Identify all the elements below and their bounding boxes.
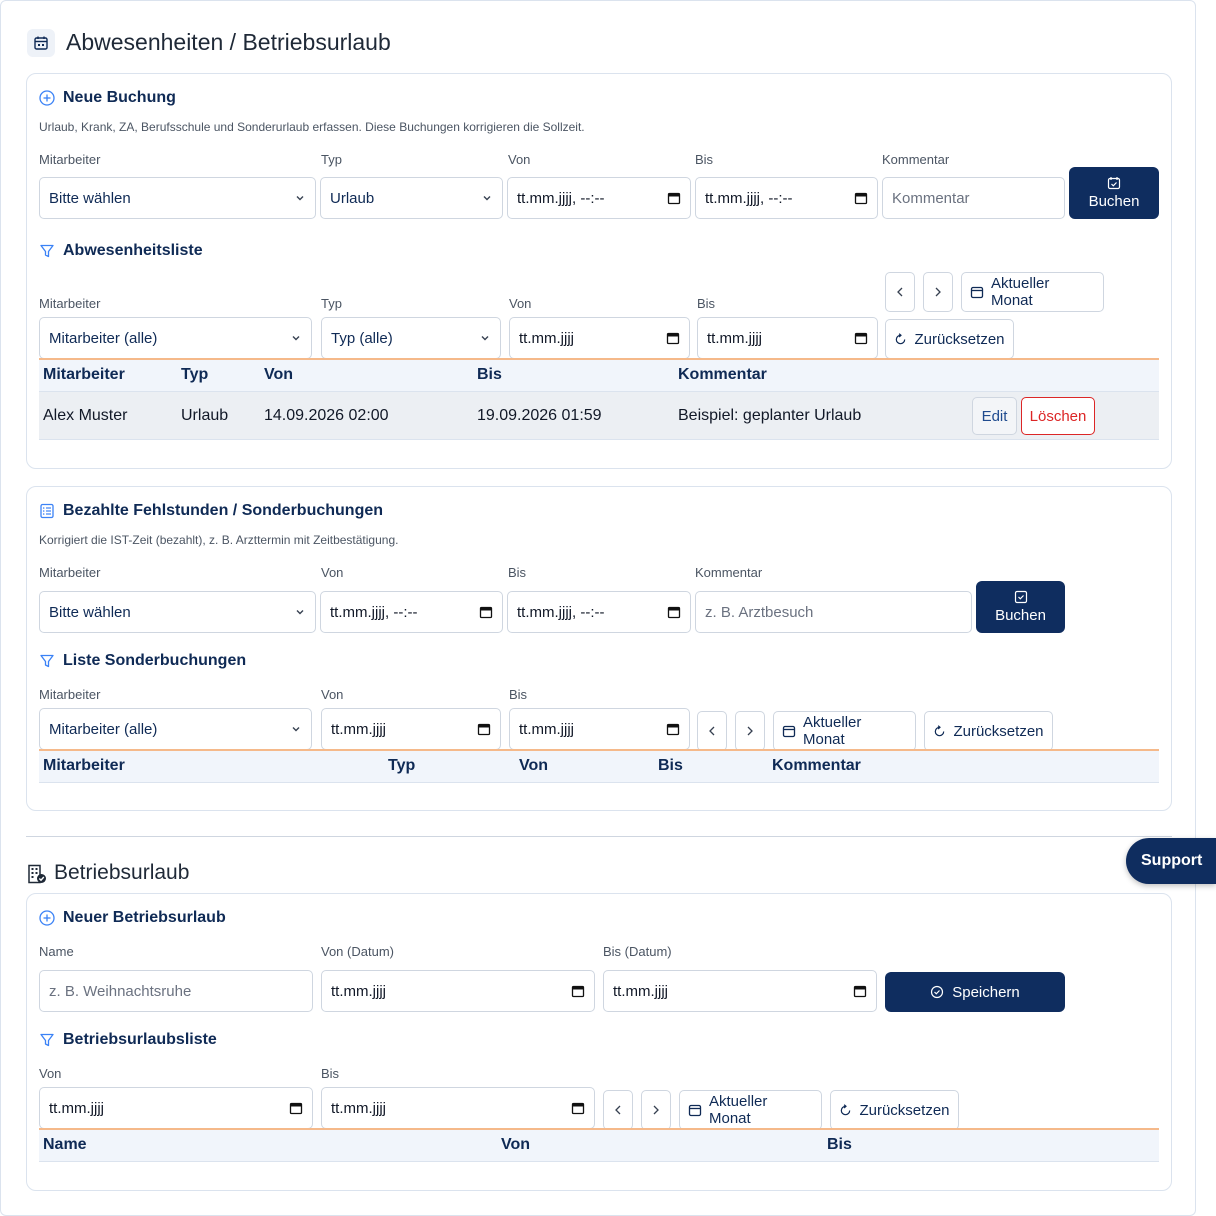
label-to: Bis	[695, 152, 714, 167]
column-header: Mitarbeiter	[43, 757, 125, 774]
type-filter-select[interactable]	[321, 317, 501, 359]
type-filter-value: Typ (alle)	[331, 329, 393, 347]
label-employee: Mitarbeiter	[39, 152, 101, 167]
next-month-button[interactable]	[735, 711, 765, 751]
save-button-label: Speichern	[952, 983, 1020, 1001]
absence-table-header	[39, 358, 1159, 392]
label-to-date: Bis (Datum)	[603, 944, 672, 959]
section-title-new-company-vacation: Neuer Betriebsurlaub	[63, 909, 226, 926]
calendar-picker-icon	[667, 191, 681, 205]
to-datetime-input[interactable]	[695, 177, 878, 219]
label-employee: Mitarbeiter	[39, 565, 101, 580]
calendar-picker-icon	[854, 331, 868, 345]
label-from: Von	[39, 1066, 62, 1081]
chevron-right-icon	[651, 1104, 661, 1116]
chevron-down-icon	[290, 723, 302, 735]
edit-button[interactable]: Edit	[972, 397, 1017, 435]
to-date-value: tt.mm.jjjj	[613, 982, 668, 1000]
to-date-filter-value: tt.mm.jjjj	[519, 720, 574, 738]
calendar-check-icon	[1107, 176, 1121, 190]
column-header: Typ	[388, 757, 416, 774]
reset-label: Zurücksetzen	[914, 330, 1005, 348]
label-employee: Mitarbeiter	[39, 687, 101, 702]
to-date-filter[interactable]	[697, 317, 878, 359]
page-title: Abwesenheiten / Betriebsurlaub	[66, 29, 391, 55]
chevron-down-icon	[479, 332, 491, 344]
comment-placeholder: z. B. Arztbesuch	[705, 603, 814, 621]
current-month-label: Aktueller Monat	[991, 275, 1050, 309]
label-from: Von	[508, 152, 531, 167]
calendar-picker-icon	[477, 722, 491, 736]
column-header: Von	[264, 366, 294, 383]
type-select-value: Urlaub	[330, 189, 375, 207]
from-date-filter[interactable]	[321, 708, 501, 750]
special-table-header	[39, 749, 1159, 783]
reset-button[interactable]	[924, 711, 1053, 751]
column-header: Bis	[827, 1136, 852, 1153]
to-date-filter-value: tt.mm.jjjj	[707, 329, 762, 347]
calendar-picker-icon	[666, 331, 680, 345]
employee-filter-select[interactable]	[39, 708, 312, 750]
label-to: Bis	[321, 1066, 340, 1081]
current-month-button[interactable]	[961, 272, 1104, 312]
prev-month-button[interactable]	[697, 711, 727, 751]
label-comment: Kommentar	[695, 565, 763, 580]
prev-month-button[interactable]	[603, 1090, 633, 1130]
from-datetime-value: tt.mm.jjjj, --:--	[330, 603, 418, 621]
employee-select[interactable]	[39, 177, 316, 219]
book-button-label: Buchen	[1088, 193, 1140, 210]
to-date-filter-value: tt.mm.jjjj	[331, 1099, 386, 1117]
section-title-new-booking: Neue Buchung	[63, 89, 176, 106]
column-header: Von	[501, 1136, 531, 1153]
type-select[interactable]	[320, 177, 503, 219]
comment-placeholder: Kommentar	[892, 189, 970, 207]
building-check-icon	[27, 864, 47, 884]
from-date-input[interactable]	[321, 970, 595, 1012]
section-description: Urlaub, Krank, ZA, Berufsschule und Sonderurlaub erfassen. Diese Buchungen korrigieren die Sollzeit.	[39, 120, 585, 134]
refresh-icon	[839, 1104, 852, 1117]
book-button[interactable]	[1069, 167, 1159, 219]
current-month-button[interactable]	[773, 711, 916, 751]
label-from: Von	[509, 296, 532, 311]
section-title-paid-absence: Bezahlte Fehlstunden / Sonderbuchungen	[63, 502, 384, 519]
comment-input[interactable]	[882, 177, 1065, 219]
prev-month-button[interactable]	[885, 272, 915, 312]
label-from: Von	[321, 687, 344, 702]
from-date-filter-value: tt.mm.jjjj	[49, 1099, 104, 1117]
column-header: Mitarbeiter	[43, 366, 125, 383]
section-title-absence-list: Abwesenheitsliste	[63, 242, 203, 259]
calendar-picker-icon	[289, 1101, 303, 1115]
cell-comment: Beispiel: geplanter Urlaub	[678, 407, 862, 424]
label-comment: Kommentar	[882, 152, 950, 167]
to-date-filter[interactable]	[321, 1087, 595, 1129]
calendar-picker-icon	[479, 605, 493, 619]
column-header: Typ	[181, 366, 209, 383]
save-button[interactable]	[885, 972, 1065, 1012]
calendar-picker-icon	[854, 191, 868, 205]
section-heading-company-vacation: Betriebsurlaub	[54, 861, 190, 884]
to-datetime-value: tt.mm.jjjj, --:--	[705, 189, 793, 207]
comment-input[interactable]	[695, 591, 972, 633]
filter-icon	[39, 243, 55, 259]
label-from-date: Von (Datum)	[321, 944, 394, 959]
from-date-filter[interactable]	[39, 1087, 313, 1129]
calendar-icon	[688, 1103, 702, 1117]
section-description: Korrigiert die IST-Zeit (bezahlt), z. B. Arzttermin mit Zeitbestätigung.	[39, 533, 399, 547]
to-datetime-value: tt.mm.jjjj, --:--	[517, 603, 605, 621]
column-header: Bis	[477, 366, 502, 383]
chevron-right-icon	[745, 725, 755, 737]
to-datetime-input[interactable]	[507, 591, 691, 633]
chevron-down-icon	[290, 332, 302, 344]
check-circle-icon	[930, 985, 944, 999]
employee-select-value: Bitte wählen	[49, 603, 131, 621]
label-employee: Mitarbeiter	[39, 296, 101, 311]
chevron-right-icon	[933, 286, 943, 298]
table-row	[39, 392, 1159, 440]
reset-label: Zurücksetzen	[953, 722, 1044, 740]
from-date-filter-value: tt.mm.jjjj	[519, 329, 574, 347]
column-header: Kommentar	[772, 757, 861, 774]
calendar-picker-icon	[571, 1101, 585, 1115]
book-button-label: Buchen	[995, 607, 1046, 624]
plus-circle-icon	[39, 90, 55, 106]
label-name: Name	[39, 944, 74, 959]
employee-filter-value: Mitarbeiter (alle)	[49, 720, 158, 738]
cell-type: Urlaub	[181, 407, 229, 424]
next-month-button[interactable]	[641, 1090, 671, 1130]
calendar-check-icon	[1014, 590, 1028, 604]
label-to: Bis	[697, 296, 716, 311]
from-datetime-input[interactable]	[320, 591, 503, 633]
vacation-name-input[interactable]	[39, 970, 313, 1012]
label-type: Typ	[321, 152, 342, 167]
list-document-icon	[39, 503, 55, 519]
calendar-icon	[782, 724, 796, 738]
calendar-icon	[970, 285, 984, 299]
column-header: Bis	[658, 757, 683, 774]
current-month-label: Aktueller Monat	[709, 1093, 768, 1127]
from-datetime-value: tt.mm.jjjj, --:--	[517, 189, 605, 207]
calendar-picker-icon	[853, 984, 867, 998]
reset-button[interactable]	[885, 319, 1014, 359]
employee-select[interactable]	[39, 591, 316, 633]
calendar-picker-icon	[571, 984, 585, 998]
from-date-filter-value: tt.mm.jjjj	[331, 720, 386, 738]
chevron-left-icon	[613, 1104, 623, 1116]
company-vacation-table-header	[39, 1128, 1159, 1162]
filter-icon	[39, 653, 55, 669]
from-datetime-input[interactable]	[507, 177, 691, 219]
from-date-filter[interactable]	[509, 317, 690, 359]
cell-to: 19.09.2026 01:59	[477, 407, 602, 424]
label-to: Bis	[508, 565, 527, 580]
calendar-icon	[27, 29, 55, 57]
column-header: Kommentar	[678, 366, 767, 383]
next-month-button[interactable]	[923, 272, 953, 312]
chevron-down-icon	[481, 192, 493, 204]
chevron-left-icon	[895, 286, 905, 298]
section-title-company-vacation-list: Betriebsurlaubsliste	[63, 1031, 217, 1048]
filter-icon	[39, 1032, 55, 1048]
calendar-picker-icon	[667, 605, 681, 619]
column-header: Name	[43, 1136, 87, 1153]
book-button[interactable]	[976, 581, 1065, 633]
refresh-icon	[933, 725, 946, 738]
current-month-label: Aktueller Monat	[803, 714, 862, 748]
chevron-down-icon	[294, 606, 306, 618]
to-date-filter[interactable]	[509, 708, 690, 750]
current-month-button[interactable]	[679, 1090, 822, 1130]
label-from: Von	[321, 565, 344, 580]
to-date-input[interactable]	[603, 970, 877, 1012]
calendar-picker-icon	[666, 722, 680, 736]
section-divider	[26, 836, 1172, 837]
column-header: Von	[519, 757, 549, 774]
cell-employee: Alex Muster	[43, 407, 128, 424]
vacation-name-placeholder: z. B. Weihnachtsruhe	[49, 982, 192, 1000]
cell-from: 14.09.2026 02:00	[264, 407, 389, 424]
label-to: Bis	[509, 687, 528, 702]
support-button[interactable]: Support	[1126, 838, 1216, 884]
plus-circle-icon	[39, 910, 55, 926]
employee-filter-select[interactable]	[39, 317, 312, 359]
refresh-icon	[894, 333, 907, 346]
chevron-left-icon	[707, 725, 717, 737]
employee-filter-value: Mitarbeiter (alle)	[49, 329, 158, 347]
chevron-down-icon	[294, 192, 306, 204]
reset-label: Zurücksetzen	[859, 1101, 950, 1119]
label-type: Typ	[321, 296, 342, 311]
delete-button[interactable]: Löschen	[1021, 397, 1095, 435]
section-title-special-list: Liste Sonderbuchungen	[63, 652, 247, 669]
from-date-value: tt.mm.jjjj	[331, 982, 386, 1000]
reset-button[interactable]	[830, 1090, 959, 1130]
employee-select-value: Bitte wählen	[49, 189, 131, 207]
